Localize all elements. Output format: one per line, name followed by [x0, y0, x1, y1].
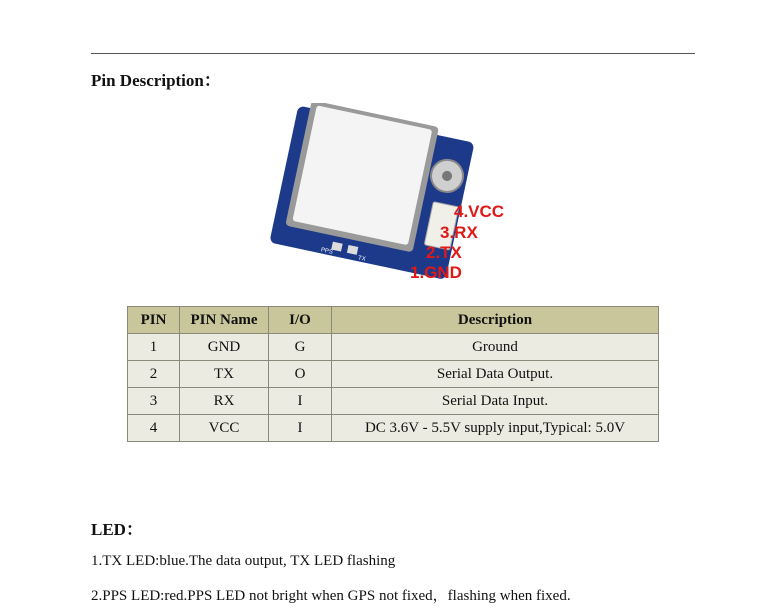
- cell-pin-name: GND: [180, 334, 269, 361]
- col-pin-name: PIN Name: [180, 307, 269, 334]
- header-rule: [91, 53, 695, 54]
- table-header-row: [128, 307, 659, 334]
- cell-io: I: [269, 388, 332, 415]
- pin-label-rx: 3.RX: [440, 223, 478, 242]
- cell-io: I: [269, 415, 332, 442]
- pin-label-tx: 2.TX: [426, 243, 462, 262]
- table-row: [128, 415, 659, 442]
- pin-description-heading: Pin Description：: [91, 71, 221, 90]
- table-row: [128, 388, 659, 415]
- cell-pin-name: VCC: [180, 415, 269, 442]
- cell-pin-name: TX: [180, 361, 269, 388]
- led-line-pps: 2.PPS LED:red.PPS LED not bright when GPS not fixed，flashing when fixed.: [91, 588, 571, 604]
- board-pps-label: PPS: [320, 247, 334, 256]
- table-row: [128, 361, 659, 388]
- cell-pin-name: RX: [180, 388, 269, 415]
- board-tx-label: TX: [357, 255, 367, 263]
- col-io: I/O: [269, 307, 332, 334]
- gps-module-photo: [262, 103, 522, 298]
- cell-pin: 2: [128, 361, 180, 388]
- cell-description: Serial Data Input.: [332, 388, 659, 415]
- led-heading: LED：: [91, 520, 143, 539]
- col-pin: PIN: [128, 307, 180, 334]
- led-line-tx: 1.TX LED:blue.The data output, TX LED flashing: [91, 553, 396, 569]
- cell-pin: 1: [128, 334, 180, 361]
- cell-description: Serial Data Output.: [332, 361, 659, 388]
- cell-pin: 3: [128, 388, 180, 415]
- pin-label-vcc: 4.VCC: [454, 202, 505, 221]
- table-row: [128, 334, 659, 361]
- cell-io: G: [269, 334, 332, 361]
- cell-pin: 4: [128, 415, 180, 442]
- pin-table: [127, 306, 659, 442]
- col-description: Description: [332, 307, 659, 334]
- cell-io: O: [269, 361, 332, 388]
- pin-label-gnd: 1.GND: [410, 263, 462, 282]
- cell-description: Ground: [332, 334, 659, 361]
- shield-top: [292, 105, 432, 245]
- cell-description: DC 3.6V - 5.5V supply input,Typical: 5.0V: [332, 415, 659, 442]
